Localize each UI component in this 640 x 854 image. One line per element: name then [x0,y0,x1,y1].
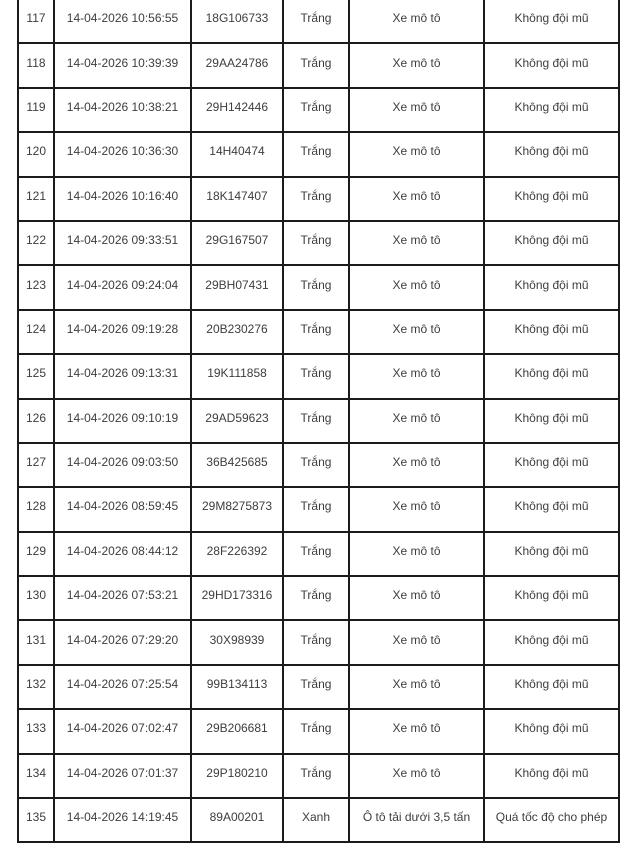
cell-vehicle-type: Xe mô tô [349,576,484,620]
cell-plate-number: 29HD173316 [191,576,283,620]
cell-violation: Không đội mũ [484,620,619,664]
cell-plate-number: 29AA24786 [191,43,283,87]
cell-datetime: 14-04-2026 10:36:30 [54,132,191,176]
cell-vehicle-type: Xe mô tô [349,620,484,664]
cell-row-number: 119 [18,88,54,132]
cell-violation: Không đội mũ [484,0,619,43]
cell-vehicle-type: Xe mô tô [349,354,484,398]
cell-vehicle-color: Trắng [283,620,349,664]
table-row [18,576,619,620]
cell-plate-number: 36B425685 [191,443,283,487]
cell-plate-number: 28F226392 [191,532,283,576]
cell-violation: Không đội mũ [484,43,619,87]
cell-plate-number: 29H142446 [191,88,283,132]
cell-datetime: 14-04-2026 09:33:51 [54,221,191,265]
cell-vehicle-type: Xe mô tô [349,754,484,798]
table-row [18,0,619,43]
cell-row-number: 134 [18,754,54,798]
cell-violation: Không đội mũ [484,709,619,753]
table-row [18,265,619,309]
cell-vehicle-color: Trắng [283,709,349,753]
cell-vehicle-color: Trắng [283,0,349,43]
cell-row-number: 128 [18,487,54,531]
cell-row-number: 122 [18,221,54,265]
cell-datetime: 14-04-2026 10:39:39 [54,43,191,87]
cell-row-number: 129 [18,532,54,576]
cell-datetime: 14-04-2026 09:24:04 [54,265,191,309]
cell-plate-number: 29P180210 [191,754,283,798]
cell-vehicle-type: Xe mô tô [349,310,484,354]
cell-vehicle-type: Xe mô tô [349,177,484,221]
cell-vehicle-color: Trắng [283,487,349,531]
cell-vehicle-type: Xe mô tô [349,132,484,176]
cell-vehicle-color: Trắng [283,177,349,221]
cell-vehicle-color: Trắng [283,310,349,354]
cell-datetime: 14-04-2026 07:53:21 [54,576,191,620]
cell-violation: Không đội mũ [484,487,619,531]
cell-row-number: 121 [18,177,54,221]
cell-plate-number: 29M8275873 [191,487,283,531]
table-row [18,620,619,664]
cell-plate-number: 29BH07431 [191,265,283,309]
cell-row-number: 135 [18,798,54,842]
cell-plate-number: 14H40474 [191,132,283,176]
cell-vehicle-color: Trắng [283,88,349,132]
cell-vehicle-color: Trắng [283,221,349,265]
cell-vehicle-type: Xe mô tô [349,665,484,709]
cell-plate-number: 89A00201 [191,798,283,842]
cell-plate-number: 29AD59623 [191,399,283,443]
cell-violation: Không đội mũ [484,177,619,221]
table-row [18,354,619,398]
cell-row-number: 125 [18,354,54,398]
cell-row-number: 131 [18,620,54,664]
cell-row-number: 124 [18,310,54,354]
cell-vehicle-color: Xanh [283,798,349,842]
cell-violation: Không đội mũ [484,354,619,398]
cell-datetime: 14-04-2026 08:59:45 [54,487,191,531]
cell-vehicle-type: Xe mô tô [349,487,484,531]
cell-violation: Không đội mũ [484,265,619,309]
cell-vehicle-color: Trắng [283,443,349,487]
cell-vehicle-type: Xe mô tô [349,0,484,43]
cell-datetime: 14-04-2026 09:19:28 [54,310,191,354]
cell-vehicle-type: Xe mô tô [349,265,484,309]
cell-violation: Không đội mũ [484,576,619,620]
violations-table [17,0,620,843]
table-row [18,177,619,221]
cell-vehicle-color: Trắng [283,43,349,87]
cell-datetime: 14-04-2026 09:10:19 [54,399,191,443]
cell-datetime: 14-04-2026 10:16:40 [54,177,191,221]
cell-row-number: 133 [18,709,54,753]
cell-vehicle-type: Ô tô tải dưới 3,5 tấn [349,798,484,842]
table-row [18,709,619,753]
cell-datetime: 14-04-2026 09:13:31 [54,354,191,398]
cell-datetime: 14-04-2026 07:29:20 [54,620,191,664]
cell-violation: Không đội mũ [484,399,619,443]
cell-vehicle-type: Xe mô tô [349,532,484,576]
cell-vehicle-color: Trắng [283,354,349,398]
violations-table-body [18,0,619,842]
cell-plate-number: 18G106733 [191,0,283,43]
cell-datetime: 14-04-2026 14:19:45 [54,798,191,842]
cell-violation: Không đội mũ [484,310,619,354]
cell-datetime: 14-04-2026 07:02:47 [54,709,191,753]
table-row [18,754,619,798]
table-row [18,443,619,487]
cell-vehicle-type: Xe mô tô [349,399,484,443]
cell-row-number: 127 [18,443,54,487]
cell-vehicle-color: Trắng [283,399,349,443]
cell-row-number: 130 [18,576,54,620]
table-row [18,221,619,265]
table-row [18,88,619,132]
cell-plate-number: 19K111858 [191,354,283,398]
cell-violation: Quá tốc độ cho phép [484,798,619,842]
cell-vehicle-color: Trắng [283,576,349,620]
cell-violation: Không đội mũ [484,88,619,132]
table-row [18,43,619,87]
cell-row-number: 126 [18,399,54,443]
table-row [18,665,619,709]
cell-plate-number: 99B134113 [191,665,283,709]
table-row [18,532,619,576]
cell-plate-number: 29G167507 [191,221,283,265]
cell-datetime: 14-04-2026 10:38:21 [54,88,191,132]
cell-datetime: 14-04-2026 07:25:54 [54,665,191,709]
cell-vehicle-color: Trắng [283,665,349,709]
cell-violation: Không đội mũ [484,221,619,265]
cell-vehicle-type: Xe mô tô [349,221,484,265]
cell-vehicle-color: Trắng [283,532,349,576]
cell-plate-number: 29B206681 [191,709,283,753]
cell-vehicle-color: Trắng [283,265,349,309]
cell-datetime: 14-04-2026 10:56:55 [54,0,191,43]
cell-row-number: 132 [18,665,54,709]
cell-violation: Không đội mũ [484,132,619,176]
cell-row-number: 120 [18,132,54,176]
cell-plate-number: 18K147407 [191,177,283,221]
cell-datetime: 14-04-2026 07:01:37 [54,754,191,798]
cell-vehicle-color: Trắng [283,132,349,176]
cell-violation: Không đội mũ [484,443,619,487]
cell-vehicle-type: Xe mô tô [349,709,484,753]
table-row [18,132,619,176]
table-row [18,399,619,443]
cell-violation: Không đội mũ [484,532,619,576]
table-row [18,310,619,354]
table-row [18,487,619,531]
cell-row-number: 117 [18,0,54,43]
cell-row-number: 123 [18,265,54,309]
cell-violation: Không đội mũ [484,754,619,798]
cell-vehicle-color: Trắng [283,754,349,798]
table-row [18,798,619,842]
cell-vehicle-type: Xe mô tô [349,443,484,487]
cell-vehicle-type: Xe mô tô [349,88,484,132]
cell-row-number: 118 [18,43,54,87]
cell-vehicle-type: Xe mô tô [349,43,484,87]
cell-datetime: 14-04-2026 08:44:12 [54,532,191,576]
cell-violation: Không đội mũ [484,665,619,709]
cell-plate-number: 20B230276 [191,310,283,354]
cell-plate-number: 30X98939 [191,620,283,664]
cell-datetime: 14-04-2026 09:03:50 [54,443,191,487]
